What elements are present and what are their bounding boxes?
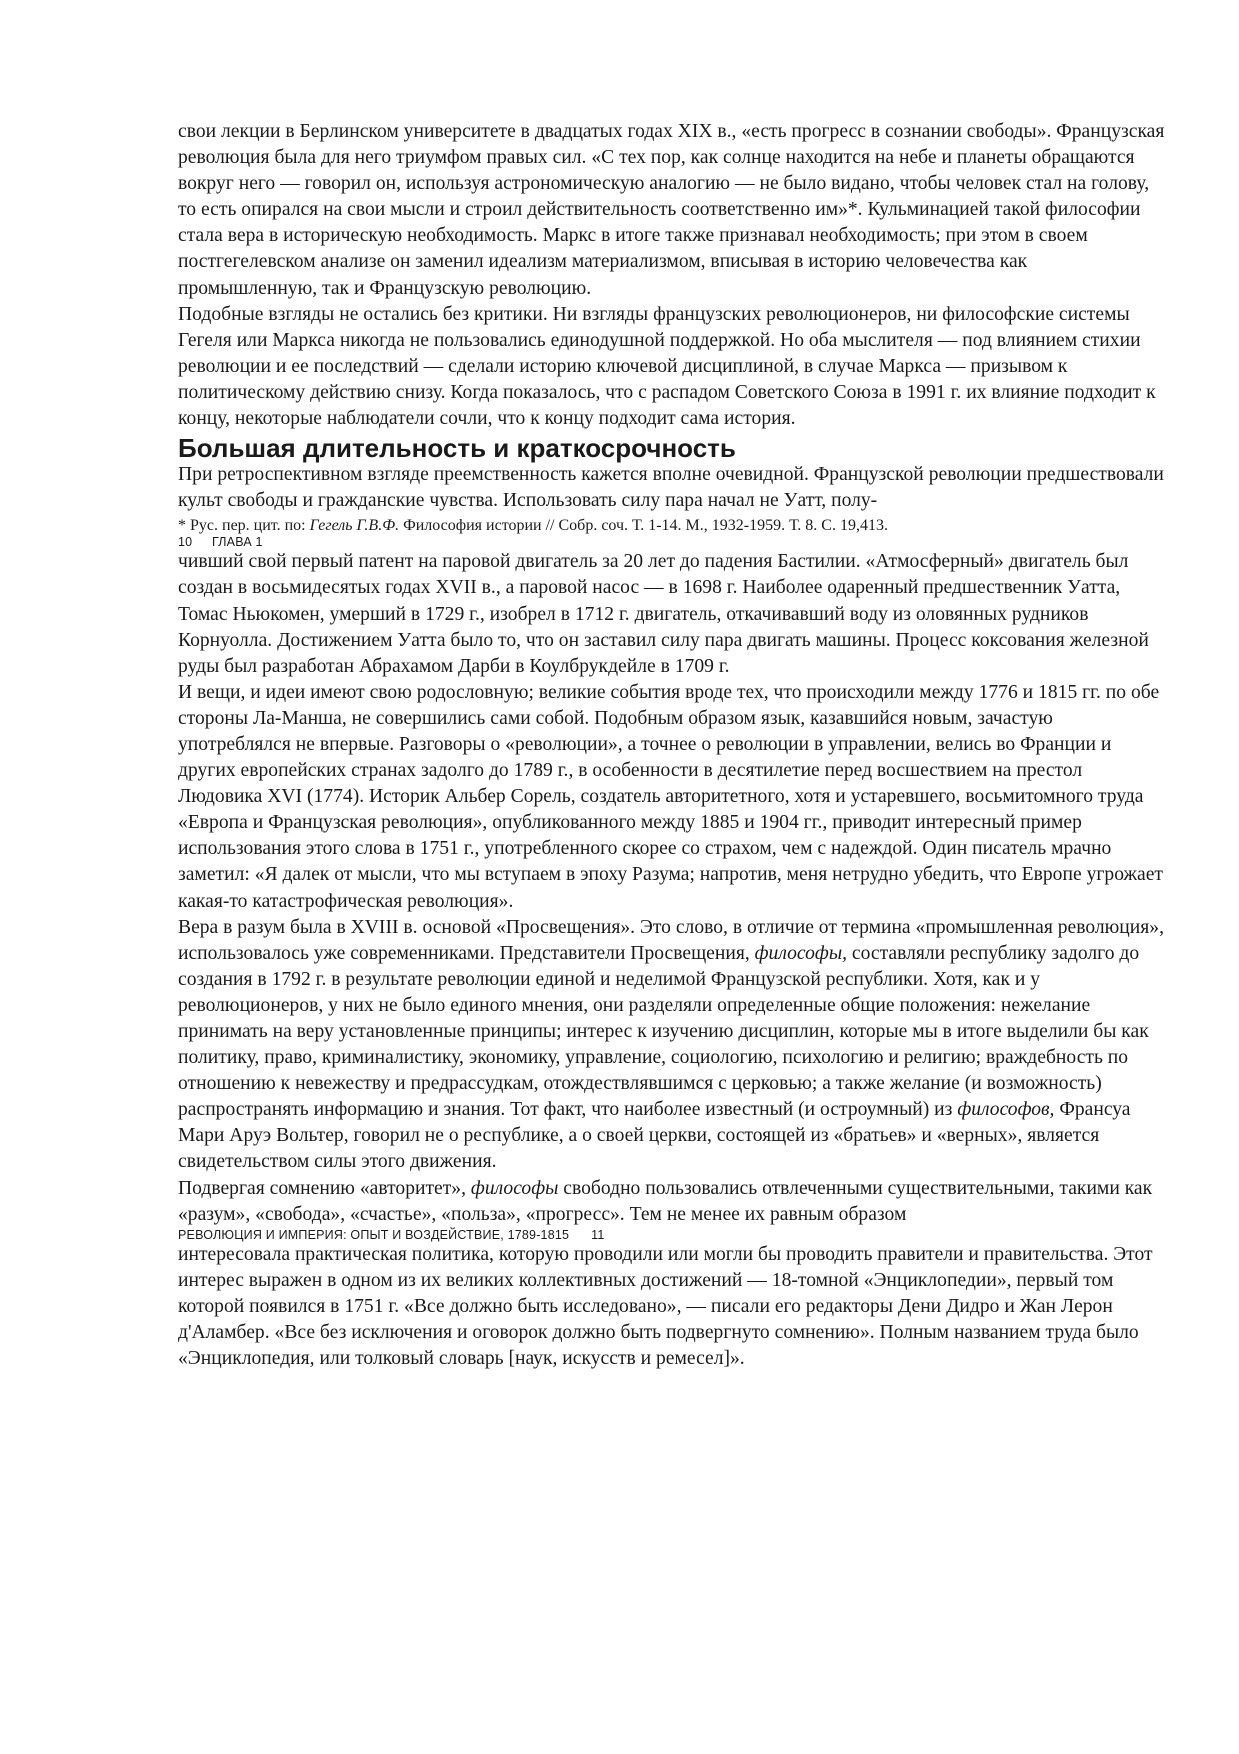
paragraph-6-part-b: составляли республику задолго до создания в 1792 г. в результате революции единой и неделимой Французской республики. Хотя, как и у революционеров, у них не было единого мнения, они разделяли определенные общие положения: нежелание принимать на веру установленные принципы; интерес к изучению дисциплин, которые мы в итоге выделили бы как политику, право, криминалистику, экономику, управление, социологию, психологию и религию; враждебность по отношению к невежеству и предрассудкам, отождествлявшимся с церковью; а также желание (и возможность) распространять информацию и знания. Тот факт, что наиболее известный (и остроумный) из <box>178 942 1149 1121</box>
paragraph-7-part-b: свободно пользовались отвлеченными существительными, такими как «разум», «свобода», «счастье», «польза», «прогресс». Тем не менее их равным образом <box>178 1177 1153 1225</box>
section-heading: Большая длительность и краткосрочность <box>178 433 736 464</box>
footnote-rest: Философия истории // Собр. соч. Т. 1-14. М., 1932-1959. Т. 8. С. 19,413. <box>399 517 888 535</box>
paragraph-6 <box>178 915 1168 1176</box>
paragraph-6-italic-1: философы, <box>754 942 848 964</box>
paragraph-2: Подобные взгляды не остались без критики. Ни взгляды французских революционеров, ни философские системы Гегеля или Маркса никогда не пользовались единодушной поддержкой. Но оба мыслителя — под влиянием стихии революции и ее последствий — сделали историю ключевой дисциплиной, в случае Маркса — призывом к политическому действию снизу. Когда показалось, что с распадом Советского Союза в 1991 г. их влияние подходит к концу, некоторые наблюдатели сочли, что к концу подходит сама история. <box>178 303 1156 430</box>
footnote-author: Гегель Г.В.Ф. <box>309 517 400 535</box>
running-head-title: ГЛАВА 1 <box>212 535 263 550</box>
paragraph-6-part-a: Вера в разум была в XVIII в. основой «Просвещения». Это слово, в отличие от термина «промышленная революция», использовалось уже современниками. Представители Просвещения, <box>178 916 1164 964</box>
page-number: 11 <box>591 1227 605 1242</box>
running-head-page-10 <box>178 535 1168 549</box>
paragraph-7-italic-1: философы <box>470 1177 559 1199</box>
paragraph-1: свои лекции в Берлинском университете в двадцатых годах XIX в., «есть прогресс в сознании свободы». Французская революция была для него триумфом правых сил. «С тех пор, как солнце находится на небе и планеты обращаются вокруг него — говорил он, используя астрономическую аналогию — не было видано, чтобы человек стал на голову, то есть опирался на свои мысли и строил действительность соответственно им»*. Кульминацией такой философии стала вера в историческую необходимость. Маркс в итоге также признавал необходимость; при этом в своем постгегелевском анализе он заменил идеализм материализмом, вписывая в историю человечества как промышленную, так и Французскую революцию. <box>178 121 1165 299</box>
running-head-title: РЕВОЛЮЦИЯ И ИМПЕРИЯ: ОПЫТ И ВОЗДЕЙСТВИЕ, 1789-1815 <box>178 1227 570 1242</box>
document-page <box>178 119 1168 1372</box>
paragraph-7 <box>178 1176 1168 1228</box>
paragraph-5: И вещи, и идеи имеют свою родословную; великие события вроде тех, что происходили между 1776 и 1815 гг. по обе стороны Ла-Манша, не совершились сами собой. Подобным образом язык, казавшийся новым, зачастую употреблялся не впервые. Разговоры о «революции», а точнее о революции в управлении, велись во Франции и других европейских странах задолго до 1789 г., в особенности в десятилетие перед восшествием на престол Людовика XVI (1774). Историк Альбер Сорель, создатель авторитетного, хотя и устаревшего, восьмитомного труда «Европа и Французская революция», опубликованного между 1885 и 1904 гг., приводит интересный пример использования этого слова в 1751 г., употребленного скорее со страхом, чем с надеждой. Один писатель мрачно заметил: «Я далек от мысли, что мы вступаем в эпоху Разума; напротив, меня нетрудно убедить, что Европе угрожает какая-то катастрофическая революция». <box>178 681 1163 912</box>
paragraph-3: При ретроспективном взгляде преемственность кажется вполне очевидной. Французской революции предшествовали культ свободы и гражданские чувства. Использовать силу пара начал не Уатт, полу- <box>178 464 1164 512</box>
paragraph-6-italic-2: философов, <box>957 1099 1055 1121</box>
footnote-prefix: * Рус. пер. цит. по: <box>178 517 310 535</box>
paragraph-4: чивший свой первый патент на паровой двигатель за 20 лет до падения Бастилии. «Атмосферный» двигатель был создан в восьмидесятых годах XVII в., а паровой насос — в 1698 г. Наиболее одаренный предшественник Уатта, Томас Ньюкомен, умерший в 1729 г., изобрел в 1712 г. двигатель, откачивавший воду из оловянных рудников Корнуолла. Достижением Уатта было то, что он заставил силу пара двигать машины. Процесс коксования железной руды был разработан Абрахамом Дарби в Коулбрукдейле в 1709 г. <box>178 551 1149 677</box>
paragraph-8: интересовала практическая политика, которую проводили или могли бы проводить правители и правительства. Этот интерес выражен в одном из их великих коллективных достижений — 18-томной «Энциклопедии», первый том которой появился в 1751 г. «Все должно быть исследовано», — писали его редакторы Дени Дидро и Жан Лерон д'Аламбер. «Все без исключения и оговорок должно быть подвергнуто сомнению». Полным названием труда было «Энциклопедия, или толковый словарь [наук, искусств и ремесел]». <box>178 1243 1153 1370</box>
paragraph-7-part-a: Подвергая сомнению «авторитет», <box>178 1177 471 1199</box>
page-number: 10 <box>178 535 193 550</box>
paragraph-6-part-c: Франсуа Мари Аруэ Вольтер, говорил не о республике, а о своей церкви, состоящей из «братьев» и «верных», является свидетельством силы этого движения. <box>178 1099 1131 1173</box>
running-head-page-11 <box>178 1228 1168 1242</box>
footnote <box>178 517 1168 535</box>
